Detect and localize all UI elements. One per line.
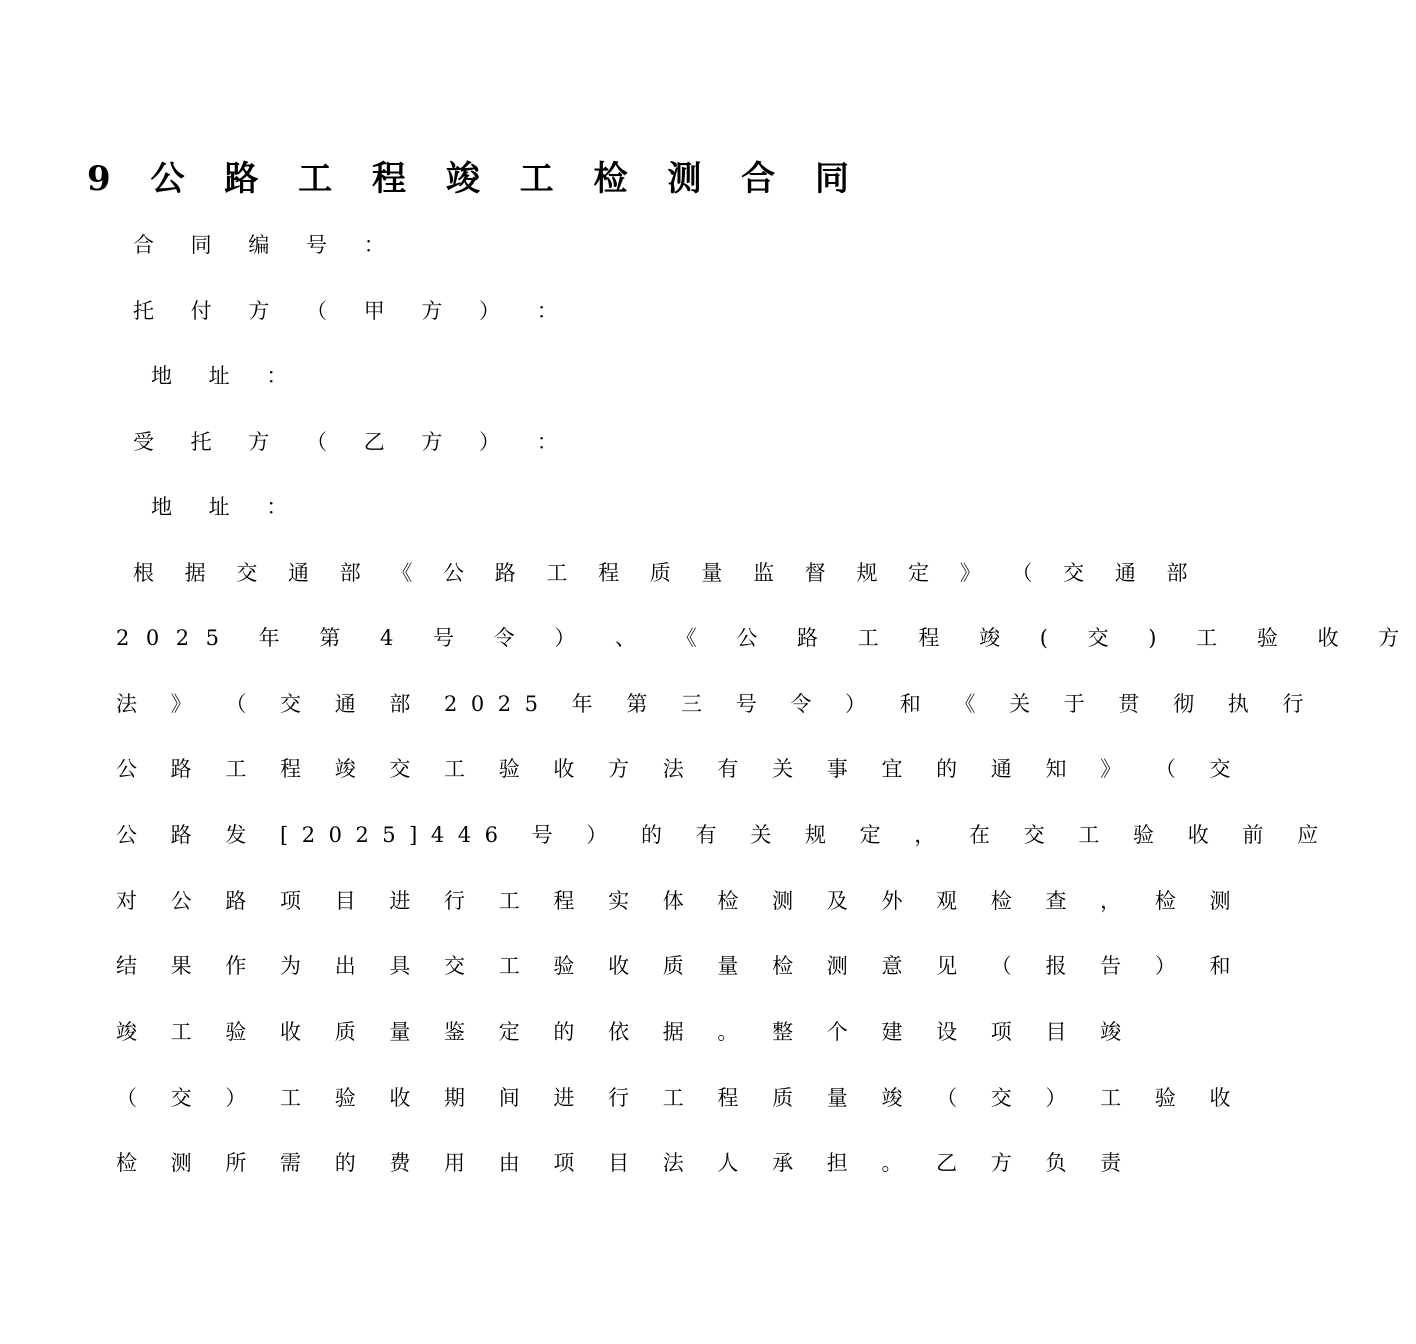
body-line: 2025 年 第 4 号 令 ） 、 《 公 路 工 程 竣 ( 交 ) 工 验 收 方	[116, 626, 1416, 650]
document-title: 9 公 路 工 程 竣 工 检 测 合 同	[86, 159, 864, 199]
body-line: 根 据 交 通 部 《 公 路 工 程 质 量 监 督 规 定 》 （ 交 通 部	[133, 561, 1200, 585]
body-line: 对 公 路 项 目 进 行 工 程 实 体 检 测 及 外 观 检 查 ， 检 测	[116, 889, 1245, 913]
body-line: 结 果 作 为 出 具 交 工 验 收 质 量 检 测 意 见 （ 报 告 ） 和	[116, 954, 1245, 978]
contract-number-label: 合 同 编 号 ：	[133, 233, 400, 257]
party-b-label: 受 托 方 （ 乙 方 ） ：	[133, 430, 573, 454]
party-b-address-label: 地 址 ：	[151, 495, 303, 519]
body-line: 法 》 （ 交 通 部 2025 年 第 三 号 令 ） 和 《 关 于 贯 彻 执 行	[116, 692, 1317, 716]
body-line: 竣 工 验 收 质 量 鉴 定 的 依 据 。 整 个 建 设 项 目 竣	[116, 1020, 1135, 1044]
body-line: 公 路 工 程 竣 交 工 验 收 方 法 有 关 事 宜 的 通 知 》 （ 交	[116, 757, 1245, 781]
body-line: （ 交 ） 工 验 收 期 间 进 行 工 程 质 量 竣 （ 交 ） 工 验 收	[116, 1086, 1245, 1110]
body-line: 检 测 所 需 的 费 用 由 项 目 法 人 承 担 。 乙 方 负 责	[116, 1151, 1135, 1175]
party-a-label: 托 付 方 （ 甲 方 ） ：	[133, 299, 573, 323]
party-a-address-label: 地 址 ：	[151, 364, 303, 388]
body-line: 公 路 发 [2025]446 号 ） 的 有 关 规 定 ， 在 交 工 验 收 前 应	[116, 823, 1332, 847]
